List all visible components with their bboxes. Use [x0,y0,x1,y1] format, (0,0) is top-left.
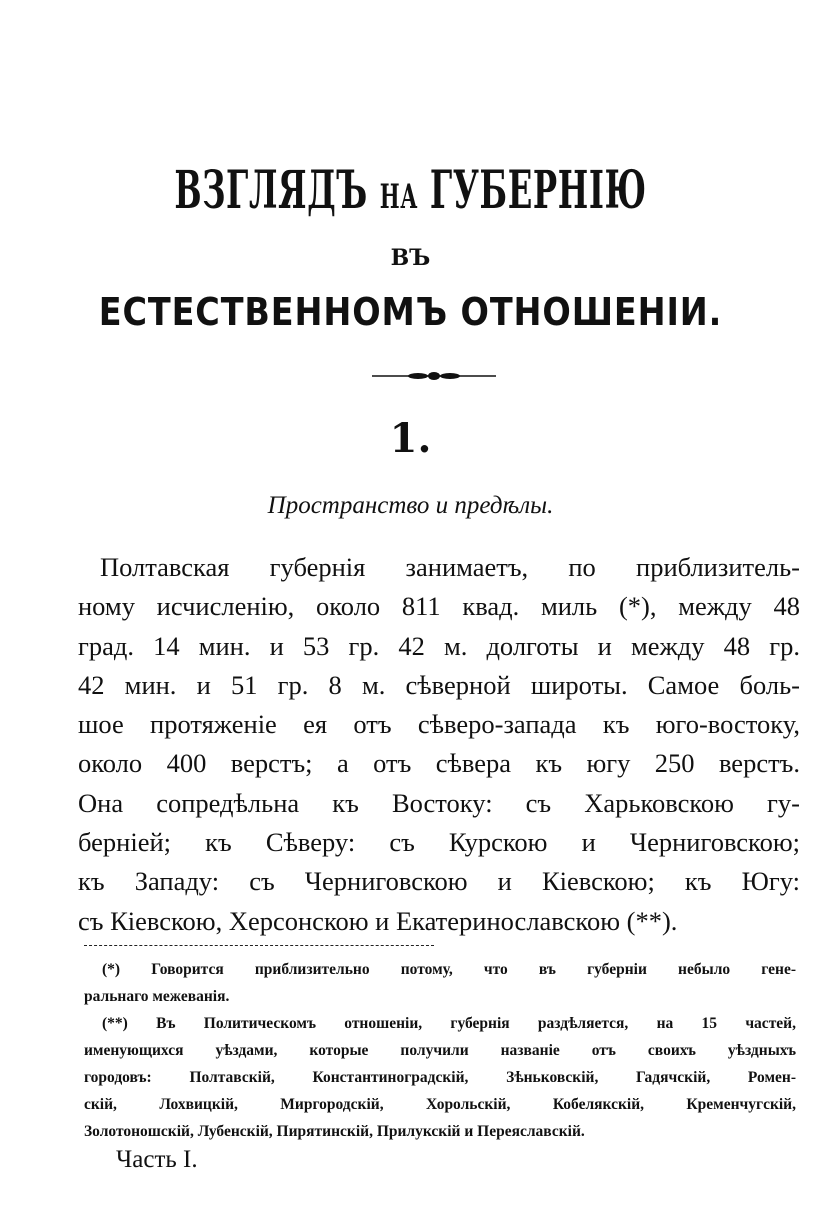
body-line: къ Западу: съ Черниговскою и Кіевскою; къ Югу: [78,866,800,897]
footnotes [84,956,796,1145]
footnote-separator [84,945,434,947]
body-line: Полтавская губернія занимаетъ, по приблизитель- [100,552,800,582]
title-word-vzglyad: ВЗГЛЯДЪ [174,160,368,221]
title-word-na: НА [379,177,419,217]
title-line-1 [156,160,665,221]
section-number: 1. [389,415,432,462]
footnote-2-line: городовъ: Полтавскій, Константиноградскій, Зѣньковскій, Гадячскій, Ромен- [84,1069,796,1086]
part-label: Часть I. [116,1146,198,1173]
body-line: ному исчисленію, около 811 квад. миль (*), между 48 [78,591,800,622]
footnote-2-line: Золотоношскій, Лубенскій, Пирятинскій, Прилукскій и Переяславскій. [84,1123,585,1140]
body-line: берніей; къ Сѣверу: съ Курскою и Черниговскою; [78,827,800,858]
section-heading: Пространство и предѣлы. [267,492,554,519]
footnote-1-line: (*) Говорится приблизительно потому, что въ губерніи небыло гене- [102,961,796,978]
title-line-3: ЕСТЕСТВЕННОМЪ ОТНОШЕНІИ. [98,290,723,334]
body-line: град. 14 мин. и 53 гр. 42 м. долготы и между 48 гр. [78,630,800,661]
body-line: съ Кіевскою, Херсонскою и Екатеринославскою (**). [78,905,678,936]
title-word-guberniyu: ГУБЕРНІЮ [429,160,647,221]
body-line: шое протяженіе ея отъ сѣверо-запада къ юго-востоку, [78,709,800,740]
body-paragraph [78,548,800,941]
title-line-2: ВЪ [390,245,431,271]
ornament-divider [372,368,496,384]
footnote-1-line: ральнаго межеванія. [84,988,230,1005]
footnote-2-line: скій, Лохвицкій, Миргородскій, Хорольскій, Кобелякскій, Кременчугскій, [84,1096,796,1113]
footnote-2-line: (**) Въ Политическомъ отношеніи, губернія раздѣляется, на 15 частей, [102,1015,796,1032]
body-line: Она сопредѣльна къ Востоку: съ Харьковскою гу- [78,787,800,818]
body-line: 42 мин. и 51 гр. 8 м. сѣверной широты. Самое боль- [78,669,800,700]
body-line: около 400 верстъ; а отъ сѣвера къ югу 250 верстъ. [78,748,800,779]
footnote-2-line: именующихся уѣздами, которые получили названіе отъ своихъ уѣздныхъ [84,1042,796,1059]
